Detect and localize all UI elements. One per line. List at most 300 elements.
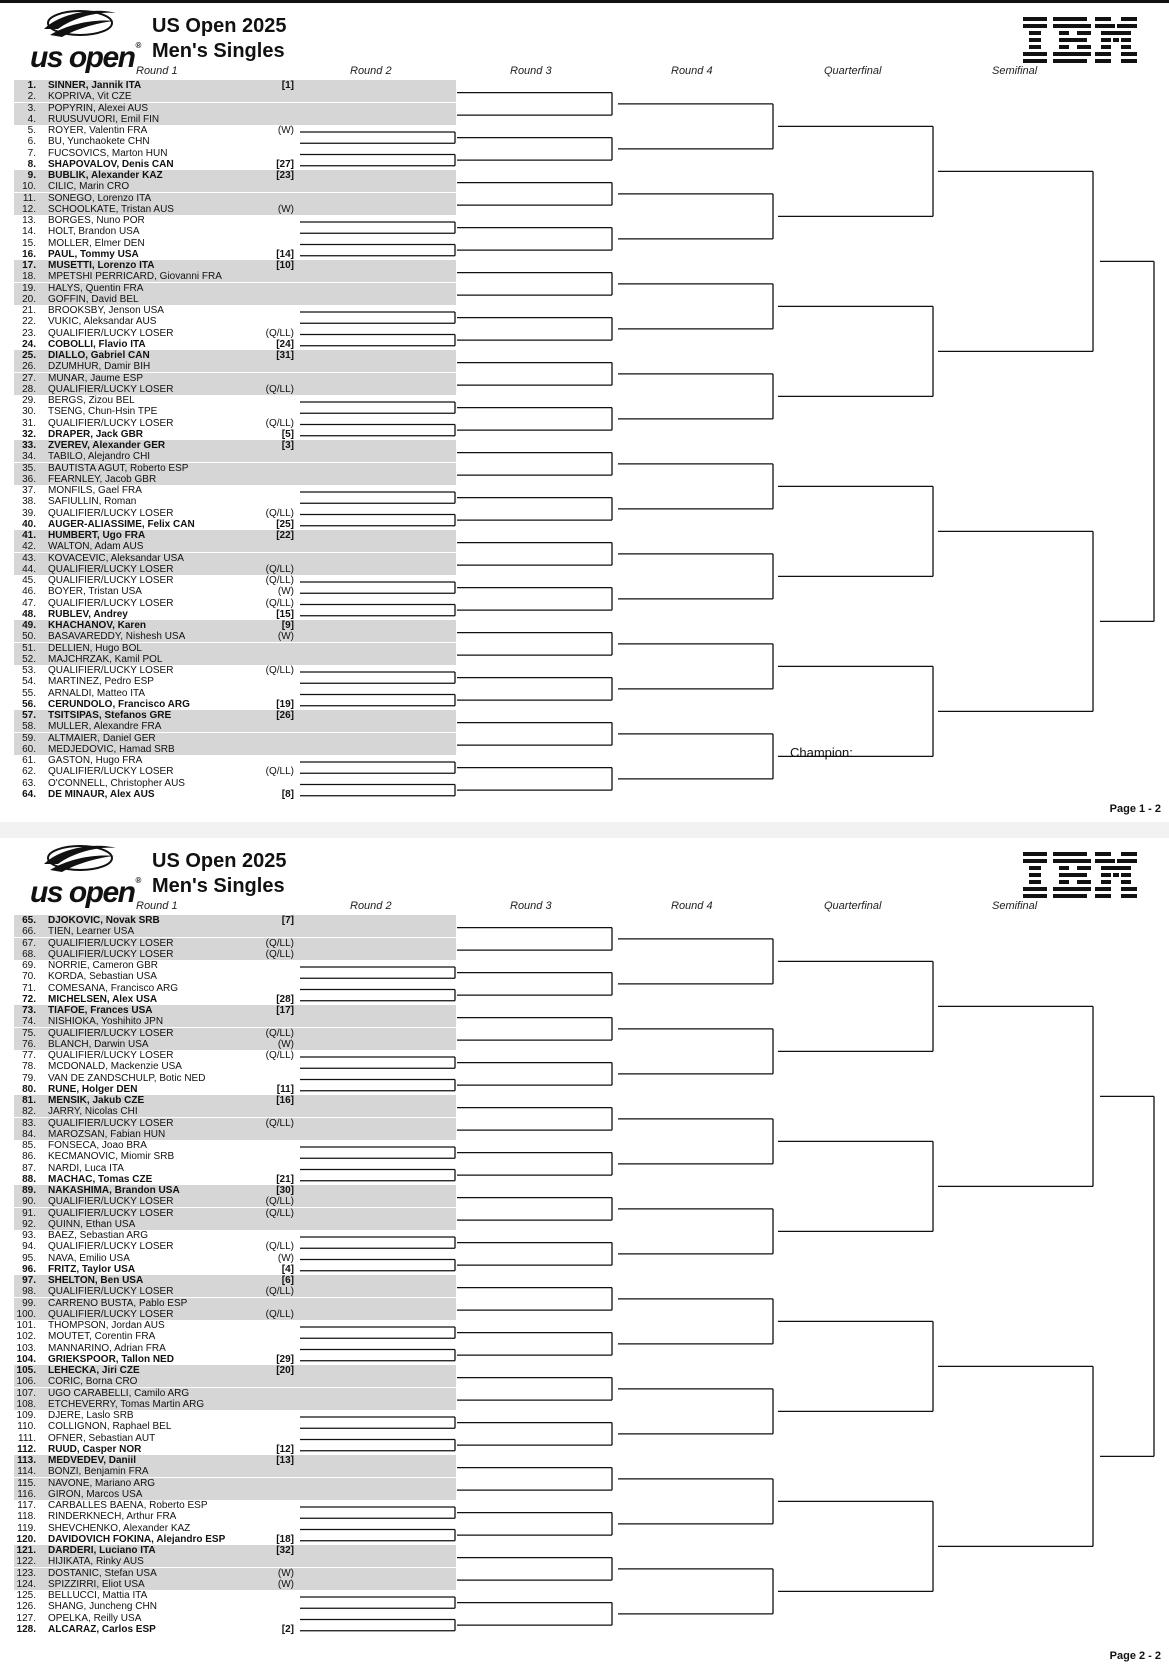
seed-tag: [9] — [281, 620, 294, 631]
draw-position: 104. — [16, 1353, 36, 1365]
seed-tag: [20] — [276, 1365, 294, 1376]
draw-entry — [14, 1163, 456, 1174]
player-name: QUALIFIER/LUCKY LOSER — [48, 1117, 174, 1129]
player-name: SINNER, Jannik ITA — [48, 80, 142, 91]
player-name: QUINN, Ethan USA — [48, 1218, 136, 1230]
seed-tag: (W) — [277, 1038, 294, 1050]
draw-entry — [14, 1219, 456, 1230]
seed-tag: [16] — [276, 1095, 294, 1106]
draw-position: 35. — [22, 462, 36, 474]
page-number: Page 2 - 2 — [1109, 1650, 1161, 1662]
player-name: RUUSUVUORI, Emil FIN — [48, 113, 160, 125]
player-name: JARRY, Nicolas CHI — [48, 1106, 138, 1118]
seed-tag: [26] — [276, 710, 294, 721]
player-name: ZVEREV, Alexander GER — [48, 440, 166, 451]
player-name: MEDVEDEV, Daniil — [48, 1455, 136, 1466]
player-name: QUALIFIER/LUCKY LOSER — [48, 665, 174, 676]
player-name: HOLT, Brandon USA — [48, 226, 140, 238]
draw-entry — [14, 575, 456, 586]
draw-position: 19. — [22, 282, 36, 294]
draw-position: 46. — [22, 586, 36, 598]
seed-tag: [5] — [281, 428, 294, 440]
draw-entry — [14, 1118, 456, 1129]
draw-entry — [14, 1151, 456, 1162]
seed-tag: (Q/LL) — [265, 1207, 294, 1219]
player-name: QUALIFIER/LUCKY LOSER — [48, 563, 174, 575]
draw-position: 56. — [22, 698, 36, 710]
draw-position: 92. — [22, 1218, 36, 1230]
draw-entry — [14, 1343, 456, 1354]
round-label-1: Round 1 — [136, 65, 178, 77]
draw-entry — [14, 271, 456, 282]
draw-entry — [14, 1523, 456, 1534]
player-name: HIJIKATA, Rinky AUS — [48, 1556, 144, 1568]
draw-position: 67. — [22, 937, 36, 949]
seed-tag: (Q/LL) — [265, 1286, 294, 1298]
player-name: NISHIOKA, Yoshihito JPN — [48, 1016, 164, 1028]
draw-entry — [14, 350, 456, 361]
player-name: PAUL, Tommy USA — [48, 248, 139, 260]
player-name: NORRIE, Cameron GBR — [48, 960, 159, 971]
player-name: SHANG, Juncheng CHN — [48, 1601, 157, 1613]
player-name: QUALIFIER/LUCKY LOSER — [48, 1196, 174, 1208]
draw-entry — [14, 1500, 456, 1511]
draw-position: 32. — [22, 428, 36, 440]
player-name: QUALIFIER/LUCKY LOSER — [48, 937, 174, 949]
player-name: BASAVAREDDY, Nishesh USA — [48, 631, 186, 643]
draw-position: 71. — [22, 982, 36, 994]
draw-position: 93. — [22, 1230, 36, 1241]
draw-position: 86. — [22, 1151, 36, 1163]
seed-tag: [31] — [276, 350, 294, 361]
draw-entry — [14, 564, 456, 575]
draw-entry — [14, 316, 456, 327]
draw-position: 63. — [22, 777, 36, 789]
seed-tag: (Q/LL) — [265, 665, 294, 676]
player-name: TSITSIPAS, Stefanos GRE — [48, 710, 172, 721]
player-name: QUALIFIER/LUCKY LOSER — [48, 948, 174, 960]
draw-position: 45. — [22, 575, 36, 586]
draw-position: 88. — [22, 1173, 36, 1185]
draw-position: 120. — [16, 1533, 36, 1545]
draw-entry — [14, 586, 456, 597]
seed-tag: [25] — [276, 518, 294, 530]
round-label-3: Round 3 — [510, 65, 552, 77]
draw-position: 8. — [27, 158, 36, 170]
player-name: MICHELSEN, Alex USA — [48, 993, 158, 1005]
player-name: BELLUCCI, Mattia ITA — [48, 1590, 148, 1601]
seed-tag: [10] — [276, 260, 294, 271]
draw-position: 96. — [22, 1263, 36, 1275]
draw-position: 4. — [27, 113, 36, 125]
player-name: HUMBERT, Ugo FRA — [48, 530, 146, 541]
round-label-semifinal: Semifinal — [992, 65, 1038, 77]
draw-position: 23. — [22, 327, 36, 339]
draw-position: 16. — [22, 248, 36, 260]
draw-position: 76. — [22, 1038, 36, 1050]
player-name: MUSETTI, Lorenzo ITA — [48, 260, 155, 271]
draw-position: 55. — [22, 687, 36, 699]
draw-entry — [14, 755, 456, 766]
player-name: SAFIULLIN, Roman — [48, 496, 137, 508]
draw-entry — [14, 1354, 456, 1365]
draw-entry — [14, 440, 456, 451]
draw-entry — [14, 373, 456, 384]
draw-entry — [14, 620, 456, 631]
draw-entry — [14, 1208, 456, 1219]
draw-position: 29. — [22, 395, 36, 406]
player-name: GASTON, Hugo FRA — [48, 755, 143, 766]
draw-position: 9. — [27, 170, 36, 181]
player-name: DJERE, Laslo SRB — [48, 1410, 134, 1421]
draw-entry — [14, 609, 456, 620]
draw-position: 2. — [27, 91, 36, 103]
draw-entry — [14, 1388, 456, 1399]
player-name: BERGS, Zizou BEL — [48, 395, 135, 406]
player-name: CARBALLES BAENA, Roberto ESP — [48, 1500, 208, 1511]
draw-position: 12. — [22, 203, 36, 215]
player-name: RUUD, Casper NOR — [48, 1443, 142, 1455]
player-name: TABILO, Alejandro CHI — [48, 451, 151, 463]
draw-position: 22. — [22, 316, 36, 328]
player-name: HALYS, Quentin FRA — [48, 282, 144, 294]
draw-position: 59. — [22, 732, 36, 744]
draw-position: 94. — [22, 1241, 36, 1253]
draw-position: 62. — [22, 766, 36, 778]
player-name: MUNAR, Jaume ESP — [48, 372, 144, 384]
draw-entry — [14, 260, 456, 271]
player-name: THOMPSON, Jordan AUS — [48, 1320, 165, 1331]
draw-position: 72. — [22, 993, 36, 1005]
page-number: Page 1 - 2 — [1109, 803, 1161, 815]
draw-entry — [14, 496, 456, 507]
draw-position: 43. — [22, 552, 36, 564]
draw-entry — [14, 1005, 456, 1016]
draw-position: 80. — [22, 1083, 36, 1095]
draw-position: 118. — [17, 1511, 36, 1523]
draw-position: 105. — [16, 1365, 36, 1376]
draw-entry — [14, 418, 456, 429]
draw-entry — [14, 125, 456, 136]
draw-position: 91. — [22, 1207, 36, 1219]
player-name: RUBLEV, Andrey — [48, 608, 128, 620]
draw-position: 68. — [22, 948, 36, 960]
draw-entry — [14, 665, 456, 676]
draw-entry — [14, 631, 456, 642]
draw-position: 69. — [22, 960, 36, 971]
seed-tag: [17] — [276, 1005, 294, 1016]
draw-entry — [14, 328, 456, 339]
player-name: SCHOOLKATE, Tristan AUS — [48, 203, 174, 215]
draw-entry — [14, 938, 456, 949]
player-name: VUKIC, Aleksandar AUS — [48, 316, 157, 328]
player-name: GRIEKSPOOR, Tallon NED — [48, 1353, 174, 1365]
player-name: COLLIGNON, Raphael BEL — [48, 1421, 172, 1433]
player-name: TIAFOE, Frances USA — [48, 1005, 153, 1016]
draw-entry — [14, 1230, 456, 1241]
player-name: DE MINAUR, Alex AUS — [48, 788, 155, 800]
draw-entry — [14, 451, 456, 462]
draw-position: 114. — [17, 1466, 36, 1478]
draw-entry — [14, 170, 456, 181]
draw-entry — [14, 710, 456, 721]
draw-entry — [14, 215, 456, 226]
seed-tag: (Q/LL) — [265, 327, 294, 339]
player-name: SHEVCHENKO, Alexander KAZ — [48, 1522, 191, 1534]
player-name: NAVONE, Mariano ARG — [48, 1477, 156, 1489]
player-name: POPYRIN, Alexei AUS — [48, 102, 149, 114]
seed-tag: (Q/LL) — [265, 948, 294, 960]
player-name: TSENG, Chun-Hsin TPE — [48, 406, 158, 418]
round-label-quarterfinal: Quarterfinal — [824, 65, 882, 77]
draw-position: 84. — [22, 1128, 36, 1140]
draw-position: 116. — [17, 1488, 36, 1500]
draw-entry — [14, 1275, 456, 1286]
player-name: FONSECA, Joao BRA — [48, 1140, 147, 1151]
draw-entry — [14, 1556, 456, 1567]
player-name: CARRENO BUSTA, Pablo ESP — [48, 1297, 188, 1309]
draw-position: 82. — [22, 1106, 36, 1118]
draw-entry — [14, 103, 456, 114]
draw-position: 3. — [27, 102, 36, 114]
draw-position: 48. — [22, 608, 36, 620]
player-name: QUALIFIER/LUCKY LOSER — [48, 1050, 174, 1061]
seed-tag: [3] — [281, 440, 294, 451]
draw-entry — [14, 395, 456, 406]
player-name: CILIC, Marin CRO — [48, 181, 130, 193]
draw-entry — [14, 1601, 456, 1612]
draw-position: 115. — [17, 1477, 36, 1489]
draw-position: 64. — [22, 788, 36, 800]
draw-position: 97. — [22, 1275, 36, 1286]
player-name: NARDI, Luca ITA — [48, 1162, 124, 1174]
player-name: MONFILS, Gael FRA — [48, 485, 142, 496]
draw-entry — [14, 926, 456, 937]
draw-position: 77. — [22, 1050, 36, 1061]
player-name: GIRON, Marcos USA — [48, 1488, 143, 1500]
seed-tag: (W) — [277, 1578, 294, 1590]
player-name: MEDJEDOVIC, Hamad SRB — [48, 743, 175, 755]
draw-position: 51. — [22, 642, 36, 654]
draw-entry — [14, 485, 456, 496]
draw-position: 95. — [22, 1252, 36, 1264]
player-name: CERUNDOLO, Francisco ARG — [48, 698, 190, 710]
draw-entry — [14, 1624, 456, 1635]
player-name: BROOKSBY, Jenson USA — [48, 305, 164, 316]
draw-position: 81. — [22, 1095, 36, 1106]
draw-position: 109. — [16, 1410, 36, 1421]
draw-entry — [14, 1320, 456, 1331]
seed-tag: [21] — [276, 1173, 294, 1185]
draw-position: 110. — [17, 1421, 36, 1433]
draw-position: 101. — [16, 1320, 36, 1331]
round-label-4: Round 4 — [671, 65, 713, 77]
draw-page-2 — [0, 838, 1169, 1667]
draw-entry — [14, 530, 456, 541]
draw-position: 108. — [16, 1398, 36, 1410]
player-name: BU, Yunchaokete CHN — [48, 136, 150, 148]
draw-position: 41. — [22, 530, 36, 541]
draw-entry — [14, 136, 456, 147]
draw-entry — [14, 463, 456, 474]
seed-tag: [23] — [276, 170, 294, 181]
draw-entry — [14, 1016, 456, 1027]
player-name: COMESANA, Francisco ARG — [48, 982, 179, 994]
draw-entry — [14, 1478, 456, 1489]
draw-entry — [14, 1444, 456, 1455]
draw-entry — [14, 1579, 456, 1590]
player-name: BONZI, Benjamin FRA — [48, 1466, 149, 1478]
draw-entry — [14, 1196, 456, 1207]
draw-position: 24. — [22, 338, 36, 350]
player-name: KOPRIVA, Vit CZE — [48, 91, 132, 103]
round-label-2: Round 2 — [350, 900, 392, 912]
draw-entry — [14, 1365, 456, 1376]
draw-position: 54. — [22, 676, 36, 688]
player-name: FRITZ, Taylor USA — [48, 1263, 136, 1275]
player-name: MULLER, Alexandre FRA — [48, 721, 162, 733]
draw-entry — [14, 305, 456, 316]
player-name: FEARNLEY, Jacob GBR — [48, 473, 157, 485]
draw-position: 38. — [22, 496, 36, 508]
draw-entry — [14, 688, 456, 699]
draw-entry — [14, 1073, 456, 1084]
player-name: QUALIFIER/LUCKY LOSER — [48, 383, 174, 395]
draw-position: 123. — [16, 1567, 36, 1579]
draw-position: 18. — [22, 271, 36, 283]
seed-tag: (Q/LL) — [265, 1027, 294, 1039]
draw-position: 70. — [22, 971, 36, 983]
draw-entry — [14, 1298, 456, 1309]
draw-entry — [14, 789, 456, 800]
player-name: MPETSHI PERRICARD, Giovanni FRA — [48, 271, 222, 283]
seed-tag: [15] — [276, 608, 294, 620]
draw-entry — [14, 339, 456, 350]
draw-position: 52. — [22, 653, 36, 665]
draw-entry — [14, 114, 456, 125]
player-name: ETCHEVERRY, Tomas Martin ARG — [48, 1398, 205, 1410]
player-name: QUALIFIER/LUCKY LOSER — [48, 507, 174, 519]
draw-position: 7. — [27, 147, 36, 159]
draw-position: 85. — [22, 1140, 36, 1151]
round-label-semifinal: Semifinal — [992, 900, 1038, 912]
event-title: US Open 2025 — [152, 15, 287, 37]
seed-tag: [24] — [276, 338, 294, 350]
draw-entry — [14, 1489, 456, 1500]
draw-entry — [14, 1286, 456, 1297]
draw-entry — [14, 1545, 456, 1556]
seed-tag: [22] — [276, 530, 294, 541]
seed-tag: [2] — [281, 1623, 294, 1635]
draw-entry — [14, 1376, 456, 1387]
player-name: TIEN, Learner USA — [48, 926, 135, 938]
draw-entry — [14, 474, 456, 485]
player-name: COBOLLI, Flavio ITA — [48, 338, 146, 350]
player-name: QUALIFIER/LUCKY LOSER — [48, 417, 174, 429]
draw-entry — [14, 148, 456, 159]
champion-label: Champion: — [790, 745, 853, 760]
draw-entry — [14, 971, 456, 982]
draw-entry — [14, 541, 456, 552]
seed-tag: [13] — [276, 1455, 294, 1466]
seed-tag: (Q/LL) — [265, 1308, 294, 1320]
us-open-wordmark: us open® — [30, 876, 140, 909]
player-name: MACHAC, Tomas CZE — [48, 1173, 153, 1185]
draw-entry — [14, 1534, 456, 1545]
draw-position: 28. — [22, 383, 36, 395]
draw-entry — [14, 1140, 456, 1151]
draw-position: 6. — [27, 136, 36, 148]
seed-tag: [6] — [281, 1275, 294, 1286]
player-name: VAN DE ZANDSCHULP, Botic NED — [48, 1072, 206, 1084]
draw-entry — [14, 1433, 456, 1444]
draw-entry — [14, 643, 456, 654]
draw-position: 103. — [16, 1342, 36, 1354]
seed-tag: [14] — [276, 248, 294, 260]
draw-position: 87. — [22, 1162, 36, 1174]
seed-tag: (Q/LL) — [265, 575, 294, 586]
seed-tag: (W) — [277, 125, 294, 136]
draw-entry — [14, 1568, 456, 1579]
draw-entry — [14, 1613, 456, 1624]
seed-tag: (Q/LL) — [265, 597, 294, 609]
seed-tag: (Q/LL) — [265, 383, 294, 395]
player-name: QUALIFIER/LUCKY LOSER — [48, 597, 174, 609]
draw-position: 117. — [17, 1500, 36, 1511]
event-title: US Open 2025 — [152, 850, 287, 872]
draw-entry — [14, 519, 456, 530]
round-label-1: Round 1 — [136, 900, 178, 912]
draw-position: 27. — [22, 372, 36, 384]
draw-position: 53. — [22, 665, 36, 676]
draw-position: 73. — [22, 1005, 36, 1016]
draw-entry — [14, 429, 456, 440]
player-name: UGO CARABELLI, Camilo ARG — [48, 1387, 190, 1399]
draw-entry — [14, 960, 456, 971]
draw-position: 5. — [27, 125, 36, 136]
draw-entry — [14, 1084, 456, 1095]
draw-position: 61. — [22, 755, 36, 766]
draw-position: 74. — [22, 1016, 36, 1028]
player-name: QUALIFIER/LUCKY LOSER — [48, 1241, 174, 1253]
seed-tag: [28] — [276, 993, 294, 1005]
player-name: SHELTON, Ben USA — [48, 1275, 144, 1286]
draw-position: 57. — [22, 710, 36, 721]
draw-entry — [14, 778, 456, 789]
draw-position: 125. — [16, 1590, 36, 1601]
draw-entry — [14, 384, 456, 395]
draw-entry — [14, 654, 456, 665]
draw-entry — [14, 1264, 456, 1275]
draw-position: 33. — [22, 440, 36, 451]
draw-position: 15. — [22, 237, 36, 249]
player-name: BORGES, Nuno POR — [48, 215, 145, 226]
draw-position: 107. — [16, 1387, 36, 1399]
draw-position: 78. — [22, 1061, 36, 1073]
draw-position: 98. — [22, 1286, 36, 1298]
round-label-4: Round 4 — [671, 900, 713, 912]
draw-entry — [14, 1028, 456, 1039]
draw-entry — [14, 744, 456, 755]
draw-position: 112. — [17, 1443, 36, 1455]
draw-position: 122. — [16, 1556, 36, 1568]
player-name: OPELKA, Reilly USA — [48, 1612, 142, 1624]
player-name: KOVACEVIC, Aleksandar USA — [48, 552, 184, 564]
draw-position: 34. — [22, 451, 36, 463]
draw-entry — [14, 238, 456, 249]
draw-entry — [14, 1174, 456, 1185]
draw-entry — [14, 553, 456, 564]
